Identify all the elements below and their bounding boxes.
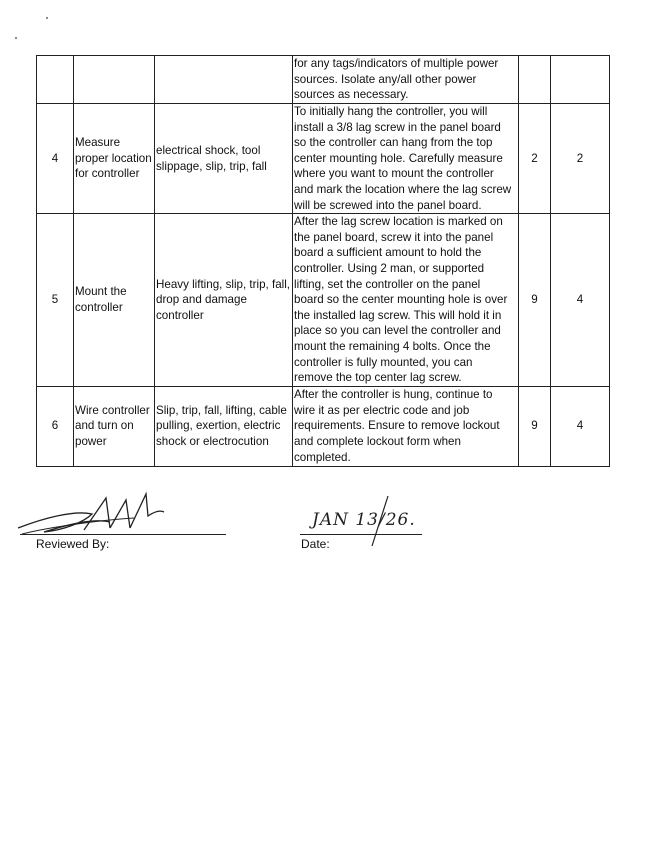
procedure-line: the panel board, screw it into the panel [294, 230, 494, 244]
probability-rating: 4 [551, 386, 610, 466]
probability-rating [551, 56, 610, 104]
table-row [37, 214, 610, 387]
procedure-line: for any tags/indicators of multiple power [294, 57, 499, 71]
scan-speck [15, 37, 17, 39]
probability-rating: 2 [551, 104, 610, 214]
date-label: Date: [301, 537, 330, 551]
procedure-line: sources. Isolate any/all other power [294, 72, 477, 86]
step-number: 5 [37, 214, 74, 387]
severity-rating [519, 56, 551, 104]
date-line [300, 534, 422, 535]
procedure-line: board so the center mounting hole is over [294, 293, 508, 307]
procedure-text [293, 104, 519, 214]
procedure-line: board a sufficient amount to hold the [294, 246, 482, 260]
reviewer-signature-line [20, 534, 226, 535]
handwritten-date: JAN 13/26. [312, 510, 416, 530]
procedure-line: the installed lag screw. This will hold it in [294, 308, 502, 322]
table-row [37, 56, 610, 104]
task-description [74, 56, 155, 104]
procedure-line: will be screwed into the panel board. [294, 198, 482, 212]
task-description: Wire controller and turn on power [74, 386, 155, 466]
scan-speck [46, 17, 48, 19]
procedure-text [293, 214, 519, 387]
reviewer-signature [14, 488, 194, 540]
hazard-list: electrical shock, tool slippage, slip, trip, fall [155, 104, 293, 214]
procedure-line: controller. Using 2 man, or supported [294, 261, 485, 275]
step-number: 6 [37, 386, 74, 466]
procedure-line: After the controller is hung, continue to [294, 388, 493, 402]
procedure-line: requirements. Ensure to remove lockout [294, 419, 500, 433]
procedure-line: completed. [294, 450, 351, 464]
task-description: Mount the controller [74, 214, 155, 387]
procedure-line: To initially hang the controller, you will [294, 105, 488, 118]
hazard-list [155, 56, 293, 104]
procedure-line: where you want to mount the controller [294, 167, 494, 181]
procedure-line: After the lag screw location is marked on [294, 215, 503, 229]
procedure-text [293, 386, 519, 466]
probability-rating: 4 [551, 214, 610, 387]
job-hazard-table [36, 55, 610, 467]
procedure-line: sources as necessary. [294, 88, 409, 102]
task-description: Measure proper location for controller [74, 104, 155, 214]
procedure-line: lifting, set the controller on the panel [294, 277, 481, 291]
procedure-line: controller is fully mounted, you can [294, 355, 473, 369]
procedure-text [293, 56, 519, 104]
severity-rating: 9 [519, 214, 551, 387]
procedure-line: mount the remaining 4 bolts. Once the [294, 339, 491, 353]
reviewed-by-label: Reviewed By: [36, 537, 110, 551]
step-number: 4 [37, 104, 74, 214]
procedure-line: place so you can level the controller and [294, 324, 501, 338]
procedure-line: and complete lockout form when [294, 434, 461, 448]
procedure-line: center mounting hole. Carefully measure [294, 151, 503, 165]
table-row [37, 104, 610, 214]
procedure-line: wire it as per electric code and job [294, 403, 470, 417]
hazard-list: Heavy lifting, slip, trip, fall, drop and damage controller [155, 214, 293, 387]
date-slash-stroke [364, 494, 394, 550]
severity-rating: 2 [519, 104, 551, 214]
procedure-line: so the controller can hang from the top [294, 136, 493, 150]
procedure-line: remove the top center lag screw. [294, 371, 462, 385]
step-number [37, 56, 74, 104]
severity-rating: 9 [519, 386, 551, 466]
table-row [37, 386, 610, 466]
hazard-list: Slip, trip, fall, lifting, cable pulling, exertion, electric shock or electrocution [155, 386, 293, 466]
procedure-line: install a 3/8 lag screw in the panel board [294, 120, 501, 134]
procedure-line: and mark the location where the lag screw [294, 182, 512, 196]
